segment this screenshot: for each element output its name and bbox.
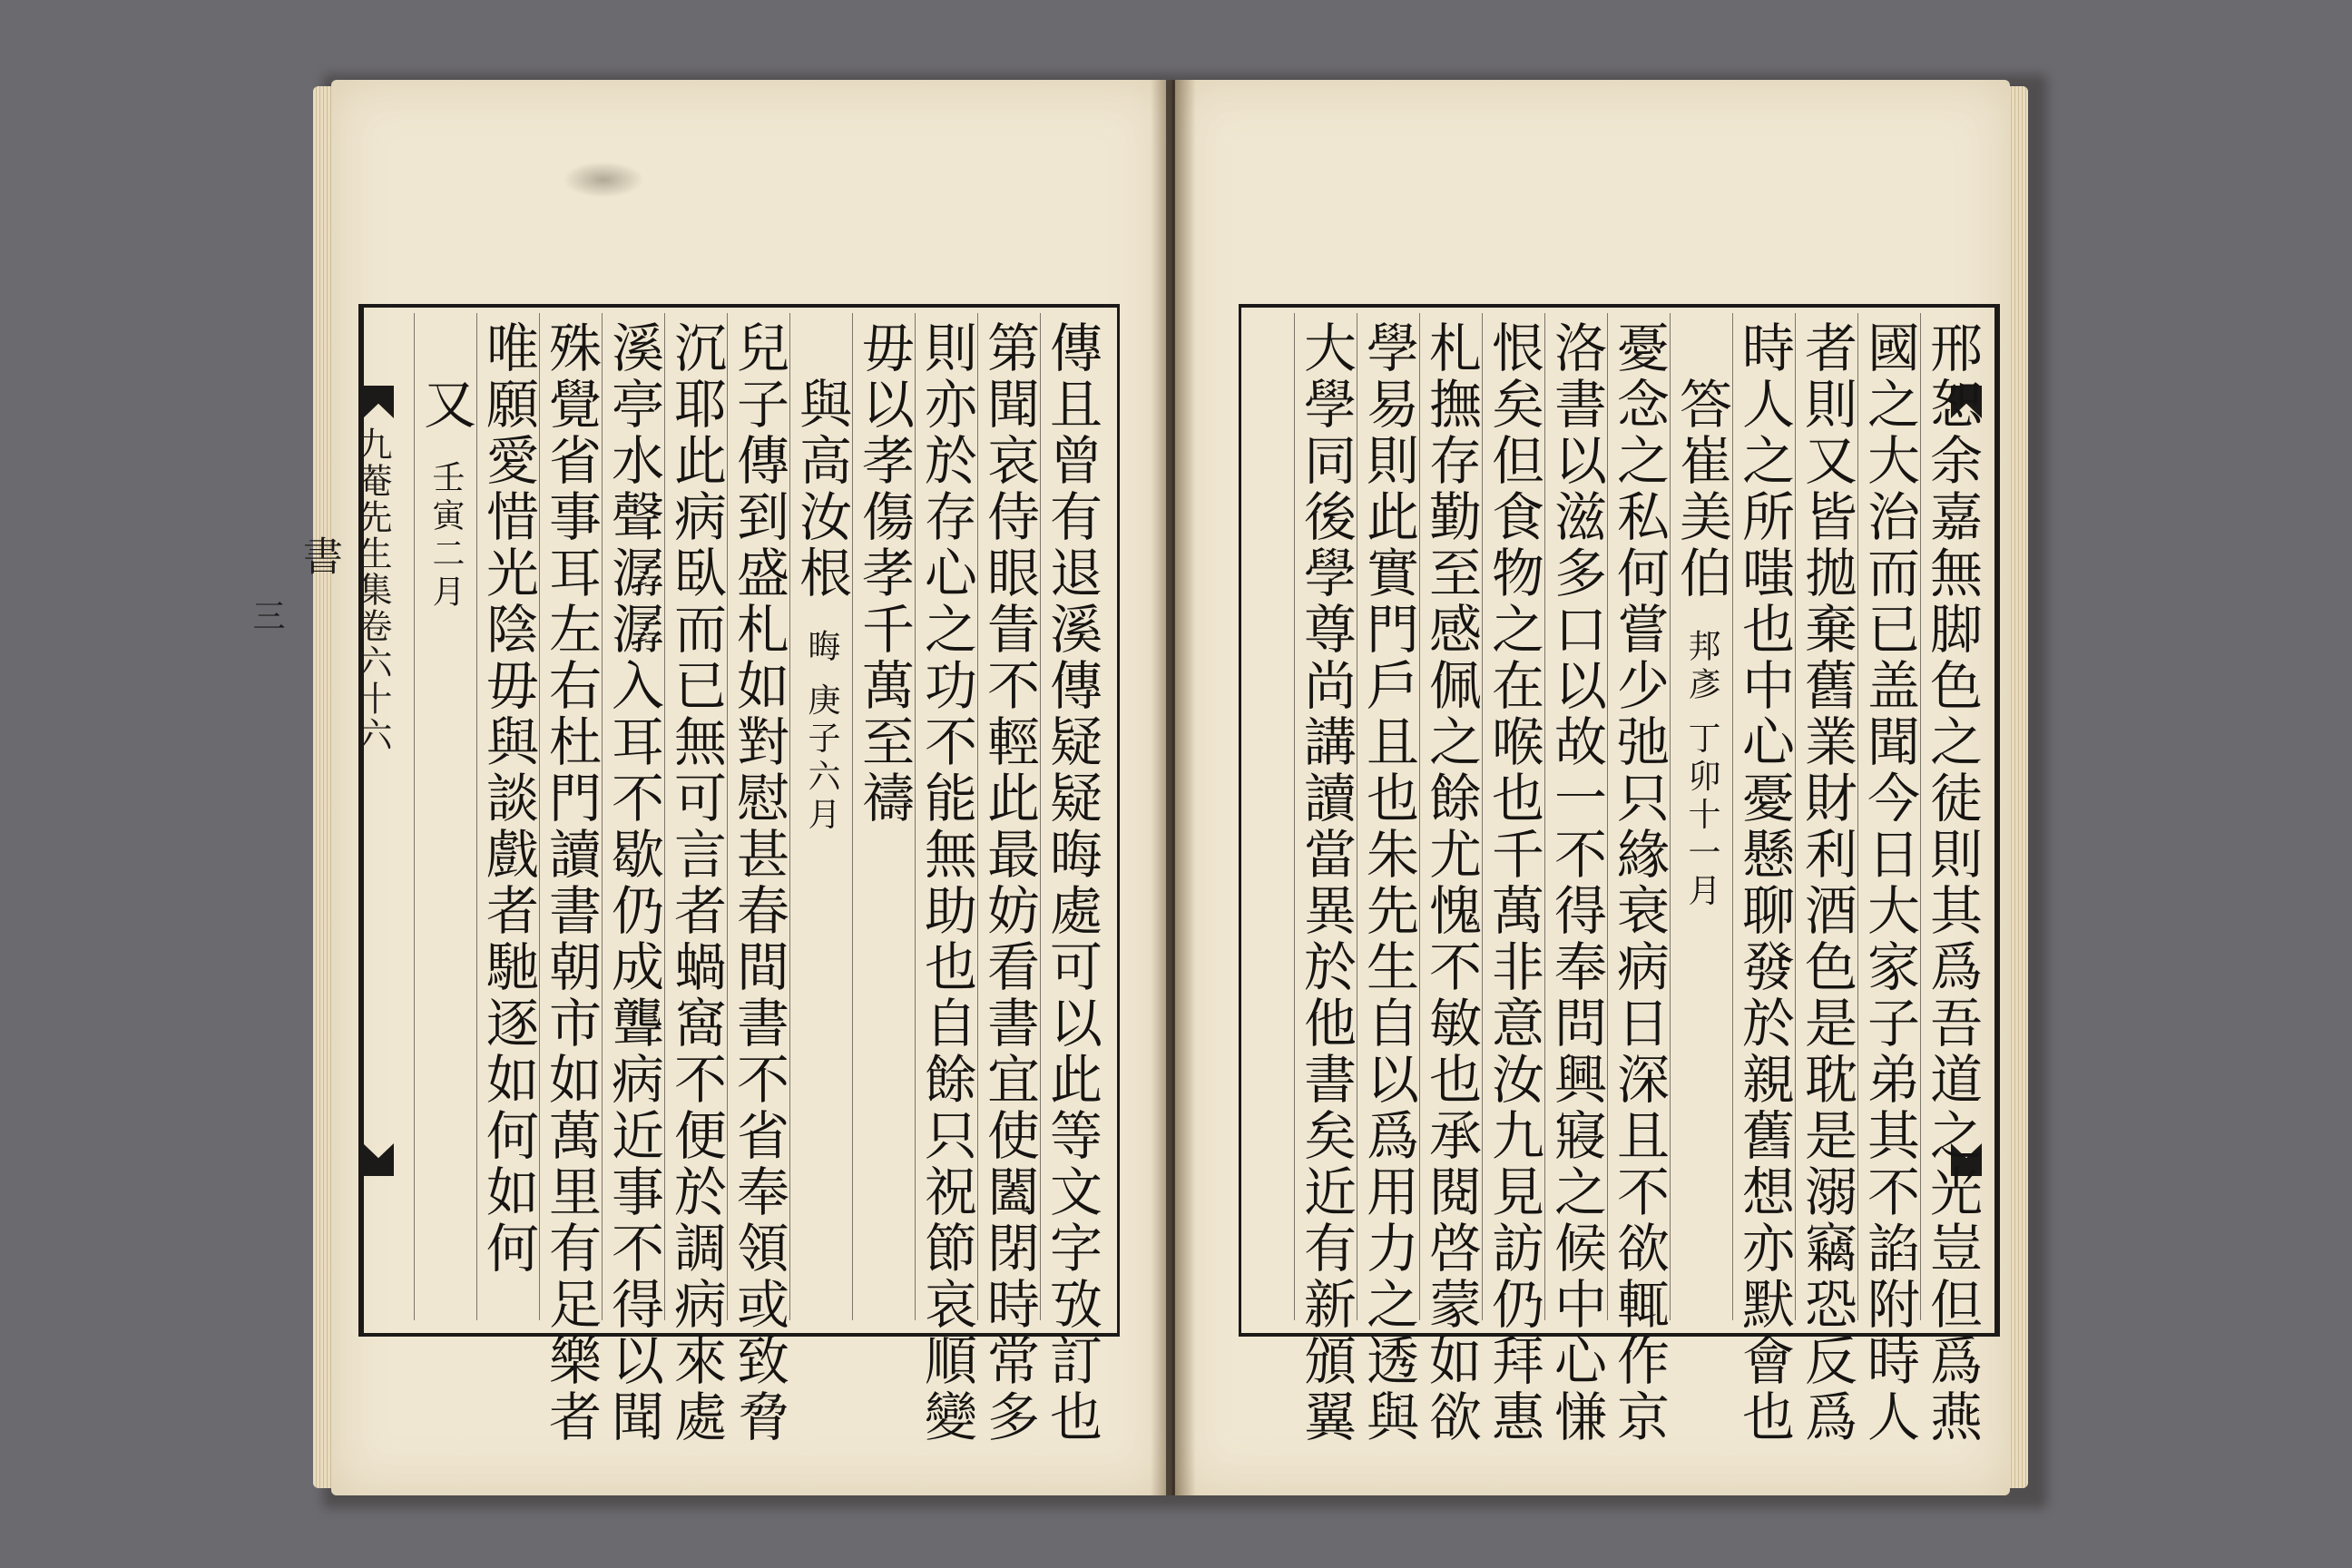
letter-title: 答崔美伯 [1671, 377, 1732, 602]
column-text: 恨矣但食物之在喉也千萬非意汝九見訪仍拜惠 [1483, 320, 1544, 1446]
text-column [1920, 313, 1983, 1446]
text-column [602, 313, 664, 1446]
right-page-text [1248, 313, 1983, 1446]
letter-title: 與高汝根 [790, 377, 852, 602]
column-text: 憂念之私何嘗少弛只緣衰病日深且不欲輒作京 [1608, 320, 1670, 1446]
text-column [1732, 313, 1795, 1446]
column-text: 洛書以滋多口以故一不得奉問興寢之候中心慊 [1545, 320, 1607, 1446]
text-column [1857, 313, 1920, 1446]
text-column [476, 313, 539, 1320]
column-text: 唯願愛惜光陰毋與談戲者馳逐如何如何 [477, 320, 539, 1277]
text-column [539, 313, 602, 1446]
centerfold-label [248, 426, 397, 753]
column-text: 則亦於存心之功不能無助也自餘只祝節哀順變 [916, 320, 977, 1446]
text-column [1544, 313, 1607, 1446]
column-text: 學易則此實門戶且也朱先生自以爲用力之透與 [1357, 320, 1419, 1446]
column-text: 大學同後學尊尚講讀當異於他書矣近有新頒翼 [1295, 320, 1357, 1446]
book-gutter [1151, 80, 1196, 1495]
column-text: 傳且曾有退溪傳疑疑晦處可以此等文字攷訂也 [1041, 320, 1102, 1446]
column-text: 時人之所嗤也中心憂懸聊發於親舊想亦默會也 [1733, 320, 1795, 1446]
text-column [664, 313, 727, 1446]
date-note: 晦 庚子六月 [803, 629, 840, 836]
column-text: 兒子傳到盛札如對慰甚春間書不省奉領或致脅 [728, 320, 789, 1446]
text-column [727, 313, 789, 1446]
letter-title-column [1670, 313, 1732, 1320]
text-column [1795, 313, 1857, 1446]
left-page-text [404, 313, 1102, 1446]
column-text: 者則又皆拋棄舊業財利酒色是耽是溺竊恐反爲 [1796, 320, 1857, 1446]
column-text: 沉耶此病臥而已無可言者蝸窩不便於調病來處 [665, 320, 727, 1446]
letter-title-column [789, 313, 852, 1320]
paper-stain [563, 162, 644, 198]
text-column [852, 313, 915, 1320]
column-text: 毋以孝傷孝千萬至禱 [853, 320, 915, 827]
column-text: 第聞哀侍眼眚不輕此最妨看書宜使闔閉時常多 [978, 320, 1040, 1446]
text-column [1040, 313, 1102, 1446]
page-number: 三 [248, 599, 285, 633]
column-text: 國之大治而已盖聞今日大家子弟其不諂附時人 [1858, 320, 1920, 1446]
letter-title-column [414, 313, 476, 1320]
text-column [1357, 313, 1419, 1446]
column-text: 札撫存勤至感佩之餘尤愧不敏也承閱啓蒙如欲 [1420, 320, 1482, 1446]
text-column [977, 313, 1040, 1446]
column-text: 溪亭水聲潺潺入耳不歇仍成聾病近事不得以聞 [603, 320, 664, 1446]
text-column [1607, 313, 1670, 1446]
letter-title: 又 [415, 377, 476, 433]
text-column [1482, 313, 1544, 1446]
column-text: 殊覺省事耳左右杜門讀書朝市如萬里有足樂者 [540, 320, 602, 1446]
date-note: 邦彥 丁卯十一月 [1683, 629, 1720, 912]
date-note: 壬寅二月 [427, 460, 465, 612]
column-text: 邢恕余嘉無脚色之徒則其爲吾道之光豈但爲燕 [1921, 320, 1983, 1446]
text-column [1419, 313, 1482, 1446]
text-column [1294, 313, 1357, 1446]
section-label: 書 [296, 535, 342, 577]
text-column [915, 313, 977, 1446]
collection-title: 九菴先生集卷六十六 [352, 426, 392, 753]
